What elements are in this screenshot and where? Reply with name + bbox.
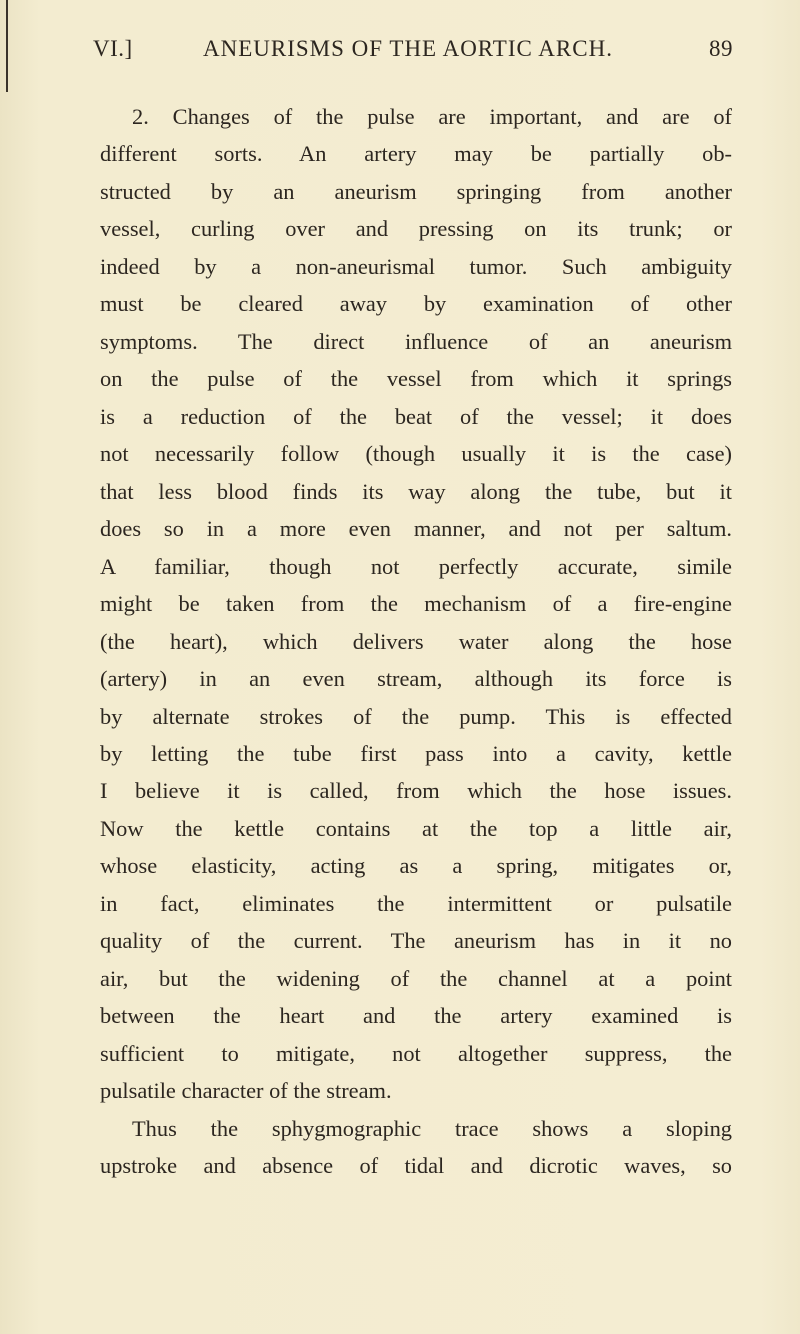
text-line: vessel, curling over and pressing on its trunk; or xyxy=(100,216,732,242)
text-line: might be taken from the mechanism of a fire-engine xyxy=(100,591,732,617)
page-edge-line xyxy=(6,0,8,92)
text-line: not necessarily follow (though usually it is the case) xyxy=(100,441,732,467)
text-line: sufficient to mitigate, not altogether suppress, the xyxy=(100,1040,732,1066)
chapter-number: VI.] xyxy=(93,36,133,61)
text-line: air, but the widening of the channel at a point xyxy=(100,965,732,991)
text-line: structed by an aneurism springing from another xyxy=(100,178,732,204)
text-line: on the pulse of the vessel from which it springs xyxy=(100,366,732,392)
text-line: (artery) in an even stream, although its force is xyxy=(100,666,732,692)
text-line: must be cleared away by examination of other xyxy=(100,291,732,317)
text-line: whose elasticity, acting as a spring, mitigates or, xyxy=(100,853,732,879)
text-line: different sorts. An artery may be partially ob- xyxy=(100,141,732,167)
text-line: A familiar, though not perfectly accurate, simile xyxy=(100,553,732,579)
text-line: is a reduction of the beat of the vessel; it does xyxy=(100,403,732,429)
page-number: 89 xyxy=(709,36,733,61)
text-line: quality of the current. The aneurism has in it no xyxy=(100,928,732,954)
text-line: in fact, eliminates the intermittent or pulsatile xyxy=(100,890,732,916)
chapter-title: ANEURISMS OF THE AORTIC ARCH. xyxy=(203,36,613,61)
text-line: between the heart and the artery examined is xyxy=(100,1003,732,1029)
text-line: indeed by a non-aneurismal tumor. Such ambiguity xyxy=(100,253,732,279)
text-line: by alternate strokes of the pump. This is effected xyxy=(100,703,732,729)
text-line: upstroke and absence of tidal and dicrotic waves, so xyxy=(100,1153,732,1179)
text-line: 2. Changes of the pulse are important, and are of xyxy=(132,104,732,129)
text-line: I believe it is called, from which the hose issues. xyxy=(100,778,732,804)
text-line: pulsatile character of the stream. xyxy=(100,1078,392,1104)
text-line: Now the kettle contains at the top a little air, xyxy=(100,815,732,841)
running-head xyxy=(93,28,733,68)
text-line: by letting the tube first pass into a cavity, kettle xyxy=(100,740,732,766)
text-line: that less blood finds its way along the tube, but it xyxy=(100,478,732,504)
text-line: does so in a more even manner, and not per saltum. xyxy=(100,516,732,542)
text-line: Thus the sphygmographic trace shows a sloping xyxy=(132,1115,732,1141)
text-line: symptoms. The direct influence of an aneurism xyxy=(100,328,732,354)
text-line: (the heart), which delivers water along the hose xyxy=(100,628,732,654)
body-text xyxy=(100,98,732,1185)
